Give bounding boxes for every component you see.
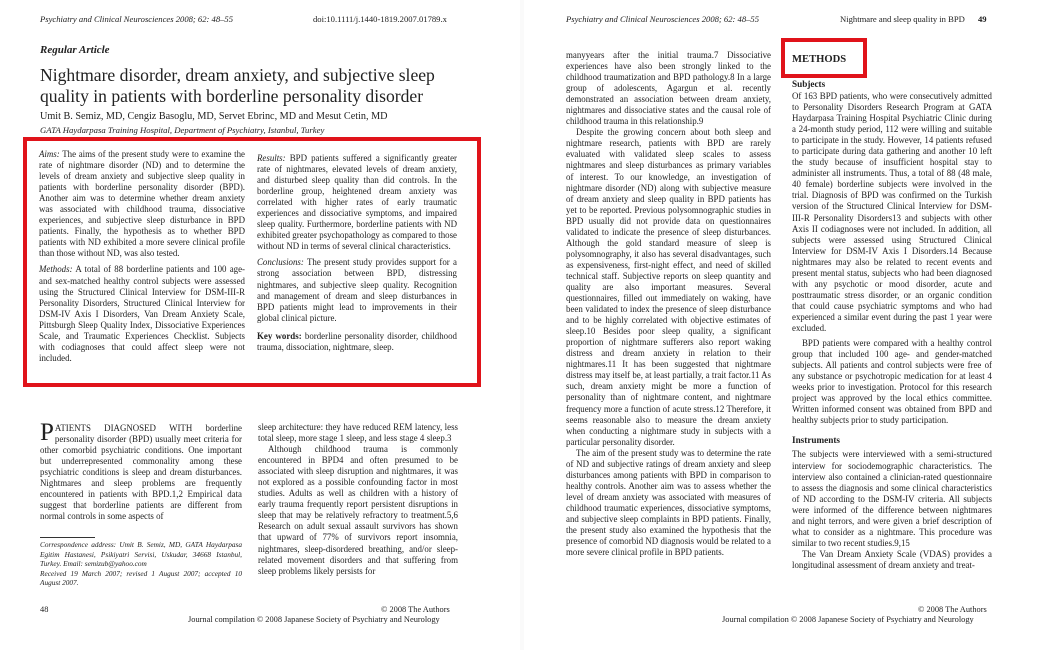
footer-authors: © 2008 The Authors bbox=[381, 605, 450, 614]
journal-header: Psychiatry and Clinical Neurosciences 2008; 62: 48–55 bbox=[566, 14, 760, 24]
paragraph-3: The aim of the present study was to determine the rate of ND and subjective ratings of dream anxiety and sleep disturbances among patients with BPD in comparison to healthy controls. Another aim was to assess whether the level of dream anxiety was associated with measures of childhood traumatic experiences, dissociative symptoms, and subjective sleep complaints in BPD patients. Finally, the present study also examined the hypothesis that the presence of comorbid ND diagnosis would be related to a more severe clinical profile in BPD patients. bbox=[566, 447, 771, 558]
right-column-2 bbox=[792, 91, 992, 571]
intro-column-2 bbox=[258, 422, 458, 577]
abstract-left-column bbox=[39, 149, 245, 364]
left-page bbox=[0, 0, 520, 650]
correspondence: Correspondence address: Umit B. Semiz, MD, GATA Haydarpasa Egitim Hastanesi, Psikiyatri Servisi, Uskudar, 34668 Istanbul, Turkey. Email: semizub@yahoo.com bbox=[40, 540, 242, 569]
title-line-2: quality in patients with borderline personality disorder bbox=[40, 86, 424, 106]
footer-journal: Journal compilation © 2008 Japanese Society of Psychiatry and Neurology bbox=[722, 615, 974, 624]
subjects-paragraph-2: BPD patients were compared with a healthy control group that included 100 age- and gender-matched subjects. All patients and control subjects were free of any substance or psychotropic medication for at least 4 weeks prior to investigation. Protocol for this research project was approved by the local ethics committee. Written informed consent was obtained from BPD and healthy subjects prior to study participation. bbox=[792, 338, 992, 426]
footer-authors: © 2008 The Authors bbox=[918, 605, 987, 614]
footer-journal: Journal compilation © 2008 Japanese Society of Psychiatry and Neurology bbox=[188, 615, 440, 624]
article-type: Regular Article bbox=[40, 44, 110, 56]
methods-heading: METHODS bbox=[792, 54, 847, 65]
page-number: 48 bbox=[40, 605, 49, 614]
instruments-paragraph-1: The subjects were interviewed with a semi-structured interview for sociodemographic characteristics. The interview also contained a clinician-rated questionnaire to assess the diagnosis and some clinical characteristics of ND according to the DSM-IV criteria. All subjects were informed of the difference between nightmares and night terrors, and were given a brief description of what to consider as a nightmare. This procedure was similar to two recent studies.9,15 bbox=[792, 449, 992, 548]
footnote-rule bbox=[40, 537, 95, 538]
instruments-heading: Instruments bbox=[792, 435, 840, 446]
abstract-conclusions: Conclusions: The present study provides support for a strong association between BPD, distressing nightmares, and subjective sleep quality. Recognition and management of dream and sleep disturbances in BPD patients might lead to improvements in their global clinical picture. bbox=[257, 257, 457, 323]
intro-paragraph: PATIENTS DIAGNOSED WITH borderline personality disorder (BPD) usually meet criteria for other comorbid psychiatric conditions. One important but underrepresented commonality among these psychiatric conditions is sleep and dream disturbances. Nightmares and sleep problems are frequently encountered in patients with BPD.1,2 Empirical data suggest that borderline patients are different from normal controls in some aspects of bbox=[40, 419, 242, 522]
page-number: 49 bbox=[978, 14, 987, 24]
affiliation: GATA Haydarpasa Training Hospital, Department of Psychiatry, Istanbul, Turkey bbox=[40, 125, 325, 135]
authors: Umit B. Semiz, MD, Cengiz Basoglu, MD, Servet Ebrinc, MD and Mesut Cetin, MD bbox=[40, 111, 388, 122]
subjects-heading: Subjects bbox=[792, 79, 826, 89]
abstract-keywords: Key words: borderline personality disorder, childhood trauma, dissociation, nightmare, sleep. bbox=[257, 330, 457, 352]
abstract-aims: Aims: The aims of the present study were to examine the rate of nightmare disorder (ND) and to determine the levels of dream anxiety and subjective sleep quality in patients with borderline personality disorder (BPD). Another aim was to determine whether dream anxiety was associated with childhood trauma, dissociative experiences, and subjective sleep disturbance in BPD patients. Finally, the hypothesis as to whether BPD patients with ND exhibited a more severe clinical profile than those without ND, was also tested. bbox=[39, 149, 245, 259]
instruments-paragraph-2: The Van Dream Anxiety Scale (VDAS) provides a longitudinal assessment of dream anxiety and treat- bbox=[792, 548, 992, 570]
right-column-1 bbox=[566, 50, 771, 558]
abstract-results: Results: BPD patients suffered a significantly greater rate of nightmares, elevated levels of dream anxiety, and disturbed sleep quality than did controls. In the borderline group, heightened dream anxiety was correlated with higher rates of early traumatic experiences and dissociative symptoms, and impaired sleep quality. Furthermore, borderline patients with ND exhibited greater psychopathology as compared to those without ND in terms of several clinical characteristics. bbox=[257, 153, 457, 252]
paragraph-2: Despite the growing concern about both sleep and nightmare research, patients with BPD are rarely evaluated with validated sleep scales to assess nightmares and sleep disturbances as primary variables of interest. To our knowledge, an investigation of nightmare disorder (ND) along with subjective measure of dream anxiety and sleep quality in BPD patients has yet to be reported. Previous polysomnographic studies in BPD usually did not provide data on questionnaires validated to indicate the presence of sleep disturbances. Although the gold standard measure of sleep is polysomnography, it also has several disadvantages, such as expensiveness, first-night effect, and need of skilled technical staff. Subjective reports on sleep quantity and quality are also important measures. Several questionnaires, filled out immediately on waking, have been validated to index the presence of sleep disturbance and to be highly correlated with objective estimates of sleep.10 Besides poor sleep quality, a significant proportion of nightmare sufferers also report waking distress and dream anxiety in relation to their nightmares.11 It has been suggested that nightmare distress may itself be, at least partially, a trait factor.11 As such, dream anxiety might be more a function of personality than of nightmare content, and nightmare frequency more a function of acute stress.12 Therefore, it seems reasonable also to measure the dream anxiety when conducting a nightmare study in subjects with a particular personality disorder. bbox=[566, 127, 771, 447]
subjects-paragraph-1: Of 163 BPD patients, who were consecutively admitted to Personality Disorders Research Program at GATA Haydarpasa Training Hospital Psychiatric Clinic during a 24-month study period, 112 were willing and suitable to participate in the study. However, 14 patients refused to participate during data gathering and another 10 left the study because of insufficient hospital stay to administer all instruments. Thus, a total of 88 (48 male, 40 female) borderline subjects were involved in the trial. Diagnosis of BPD was confirmed on the Turkish version of the Structured Clinical Interview for DSM-III-R Personality Disorders13 and subjects with other Axis II codiagnoses were not included. In addition, all subjects were assessed using Structured Clinical Interview for DSM-IV Axis I Disorders.14 Because nightmares may also be related to recent events and present mental status, subjects who had been diagnosed with any psychotic or mood disorder, acute and posttraumatic stress disorder, or an organic condition that could cause psychiatric symptoms and who had experienced a similar event during the past 1 year were excluded. bbox=[792, 91, 992, 333]
received-dates: Received 19 March 2007; revised 1 August 2007; accepted 10 August 2007. bbox=[40, 568, 242, 588]
intro-col2-p2: Although childhood trauma is commonly encountered in BPD4 and often presumed to be associated with sleep disruption and nightmares, it was not explored as a possible confounding factor in most studies. Adults as well as children with a history of early trauma frequently report persistent disruptions in sleep that may be relatively refractory to treatment.5,6 Research on adult sexual assault survivors has shown that upward of 77% of survivors report insomnia, nightmares, sleep-disordered breathing, and/or sleep-related movement disorders and that suffering from sleep problems likely persists for bbox=[258, 444, 458, 576]
doi: doi:10.1111/j.1440-1819.2007.01789.x bbox=[313, 14, 447, 24]
drop-cap: P bbox=[40, 419, 54, 446]
intro-column-1 bbox=[40, 419, 242, 522]
footnote bbox=[40, 540, 242, 588]
intro-col2-p1: sleep architecture: they have reduced REM latency, less total sleep, more stage 1 sleep, and less stage 4 sleep.3 bbox=[258, 422, 458, 444]
paragraph-1: manyyears after the initial trauma.7 Dissociative experiences have also been strongly linked to the childhood traumatization and BPD pathology.8 In a large group of adolescents, Agargun et al. recently demonstrated an association between dream anxiety, nightmares and dissociative states and the causal role of childhood trauma in this relationship.9 bbox=[566, 50, 771, 127]
article-title bbox=[40, 65, 510, 107]
right-page bbox=[524, 0, 1044, 650]
journal-header: Psychiatry and Clinical Neurosciences 2008; 62: 48–55 bbox=[40, 14, 234, 24]
abstract-methods: Methods: A total of 88 borderline patients and 100 age- and sex-matched healthy control subjects were assessed using the Structured Clinical Interview for DSM-III-R Personality Disorders, Structured Clinical Interview for DSM-IV Axis I Disorders, Van Dream Anxiety Scale, Pittsburgh Sleep Quality Index, Dissociative Experiences Scale, and Traumatic Experiences Checklist. Subjects with codiagnoses that could affect sleep were not included. bbox=[39, 264, 245, 363]
title-line-1: Nightmare disorder, dream anxiety, and subjective sleep bbox=[40, 65, 435, 85]
abstract-right-column bbox=[257, 153, 457, 353]
running-title: Nightmare and sleep quality in BPD bbox=[840, 14, 965, 24]
